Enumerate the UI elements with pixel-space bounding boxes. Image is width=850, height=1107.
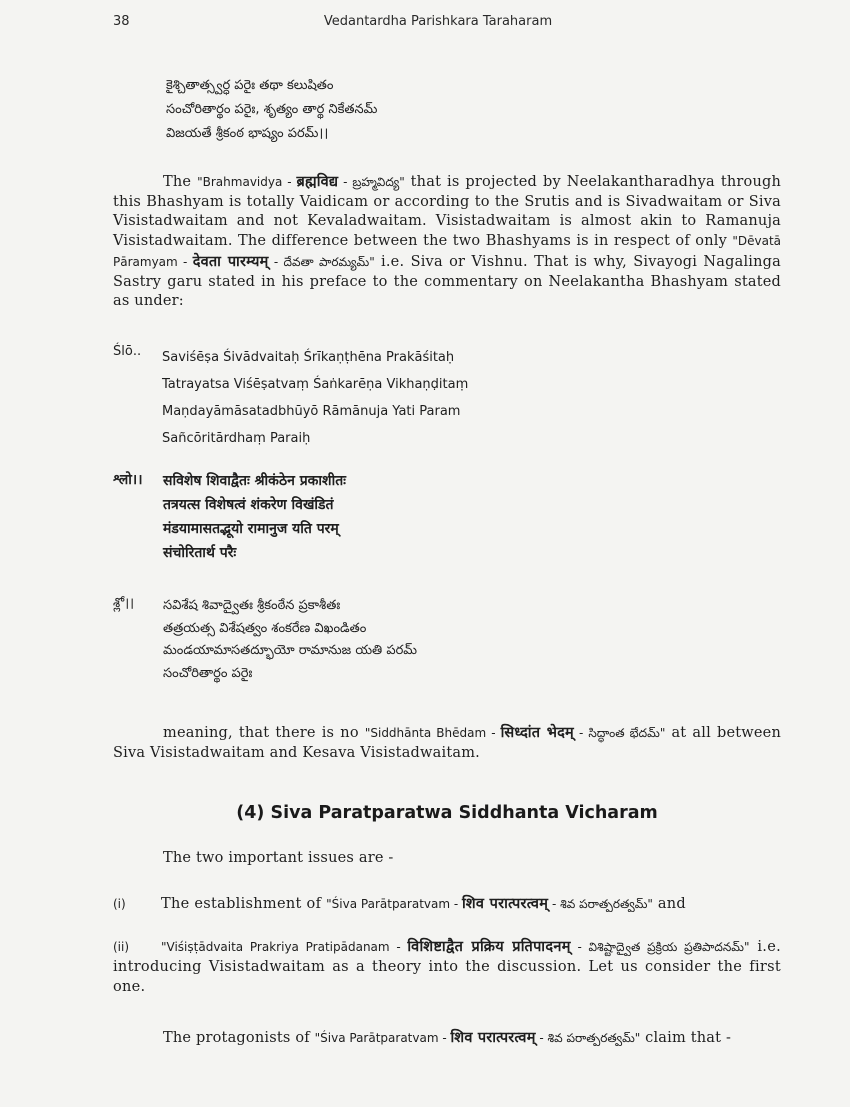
term-telugu: - సిద్ధాంత భేదమ్" bbox=[573, 726, 666, 740]
running-title: Vedantardha Parishkara Taraharam bbox=[323, 14, 553, 29]
verse-line: संचोरितार्थ परैः bbox=[163, 545, 237, 561]
term-roman: "Dēvatā Pāramyam - bbox=[113, 234, 781, 269]
verse-line: సంచోరితార్థం పరైః, శృత్యం తార్థ నికేతనమ్ bbox=[166, 102, 378, 117]
item-number: (ii) bbox=[113, 940, 130, 954]
paragraph-protagonists bbox=[113, 1028, 781, 1049]
text-run: The protagonists of bbox=[163, 1030, 315, 1046]
term-roman: "Śiva Parātparatvam - bbox=[314, 1031, 451, 1045]
telugu-verse bbox=[163, 595, 417, 685]
verse-line: मंडयामासतद्भूयो रामानुज यति परम् bbox=[163, 521, 339, 537]
text-run: at all between Siva Visistadwaitam and Kesava Visistadwaitam. bbox=[113, 725, 781, 761]
verse-line: Sañcōritārdhaṃ Paraiḥ bbox=[162, 431, 311, 446]
term-devanagari: विशिष्टाद्वैत प्रक्रिय प्रतिपादनम् bbox=[407, 938, 571, 955]
term-telugu: - విశిష్టాద్వైత ప్రక్రియ ప్రతిపాదనమ్" bbox=[570, 940, 750, 954]
verse-line: Saviśēṣa Śivādvaitaḥ Śrīkaṇṭhēna Prakāśitaḥ bbox=[162, 350, 455, 365]
term-roman: "Śiva Parātparatvam - bbox=[326, 897, 463, 911]
page-header bbox=[113, 14, 763, 34]
item-number: (i) bbox=[113, 897, 126, 911]
text-run: that is projected by Neelakantharadhya through this Bhashyam is totally Vaidicam or according to the Srutis and is Sivadwaitam or Siva Visistadwaitam and not Kevaladwaitam. Visistadwaitam is almost akin to Ramanuja Visistadwaitam. The difference between the two Bhashyams is in respect of only bbox=[113, 174, 782, 250]
list-item-ii bbox=[113, 937, 781, 997]
roman-verse bbox=[162, 344, 468, 452]
verse-line: తత్రయత్స విశేషత్వం శంకరేణ విఖండితం bbox=[163, 620, 367, 636]
sloka-mark-devanagari: श्लो।। bbox=[113, 472, 143, 488]
verse-line: సవిశేష శివాద్వైతః శ్రీకంఠేన ప్రకాశీతః bbox=[163, 598, 341, 613]
paragraph-issues: The two important issues are - bbox=[163, 850, 394, 866]
verse-line: तत्रयत्स विशेषत्वं शंकरेण विखंडितं bbox=[163, 497, 334, 513]
devanagari-verse bbox=[163, 469, 346, 565]
term-devanagari: सिध्दांत भेदम् bbox=[500, 724, 574, 741]
term-roman: "Siddhānta Bhēdam - bbox=[364, 726, 501, 740]
text-run: i.e. Siva or Vishnu. That is why, Sivayogi Nagalinga Sastry garu stated in his preface to the commentary on Neelakantha Bhashyam stated as under: bbox=[113, 253, 781, 310]
term-telugu: - బ్రహ్మవిద్య" bbox=[338, 175, 405, 189]
term-telugu: - దేవతా పారమ్యమ్" bbox=[268, 254, 375, 269]
verse-line: Maṇdayāmāsatadbhūyō Rāmānuja Yati Param bbox=[162, 404, 461, 419]
text-run: meaning, that there is no bbox=[163, 725, 365, 741]
term-telugu: - శివ పరాత్పరత్వమ్" bbox=[548, 897, 653, 911]
telugu-verse-opening bbox=[166, 74, 377, 146]
term-roman: "Viśiṣṭādvaita Prakriya Pratipādanam - bbox=[161, 940, 408, 954]
sloka-mark-telugu: శ్లో।। bbox=[113, 596, 135, 611]
verse-line: కైశ్చితాత్స్వర్ధ పరైః తథా కలుషితం bbox=[166, 78, 334, 93]
text-run: i.e. introducing Visistadwaitam as a theory into the discussion. Let us consider the first one. bbox=[113, 939, 781, 995]
sloka-mark-roman: Ślō.. bbox=[113, 344, 142, 359]
section-heading: (4) Siva Paratparatwa Siddhanta Vicharam bbox=[236, 803, 658, 823]
verse-line: Tatrayatsa Viśēṣatvaṃ Śaṅkarēṇa Vikhaṇḍitaṃ bbox=[162, 377, 469, 392]
verse-line: सविशेष शिवाद्वैतः श्रीकंठेन प्रकाशीतः bbox=[163, 473, 347, 489]
verse-line: విజయతే శ్రీకంఠ భాష్యం పరమ్।। bbox=[166, 126, 329, 141]
term-telugu: - శివ పరాత్పరత్వమ్" bbox=[535, 1031, 641, 1045]
term-devanagari: देवता पारम्यम् bbox=[192, 252, 269, 270]
term-devanagari: शिव परात्परत्वम् bbox=[450, 1029, 536, 1046]
term-roman: "Brahmavidya - bbox=[197, 175, 297, 189]
text-run: claim that - bbox=[640, 1030, 732, 1046]
term-devanagari: शिव परात्परत्वम् bbox=[462, 895, 549, 912]
paragraph-brahmavidya bbox=[113, 172, 781, 312]
page-number: 38 bbox=[113, 14, 130, 29]
list-item-i bbox=[113, 894, 781, 914]
text-run: and bbox=[652, 896, 687, 912]
verse-line: మండయామాసతద్భూయో రామానుజ యతి పరమ్ bbox=[163, 643, 418, 658]
text-run: The establishment of bbox=[161, 896, 327, 912]
term-devanagari: ब्रह्मविद्य bbox=[296, 173, 339, 190]
verse-line: సంచోరితార్థం పరైః bbox=[163, 665, 253, 681]
text-run: The bbox=[163, 174, 198, 190]
paragraph-meaning bbox=[113, 723, 781, 763]
